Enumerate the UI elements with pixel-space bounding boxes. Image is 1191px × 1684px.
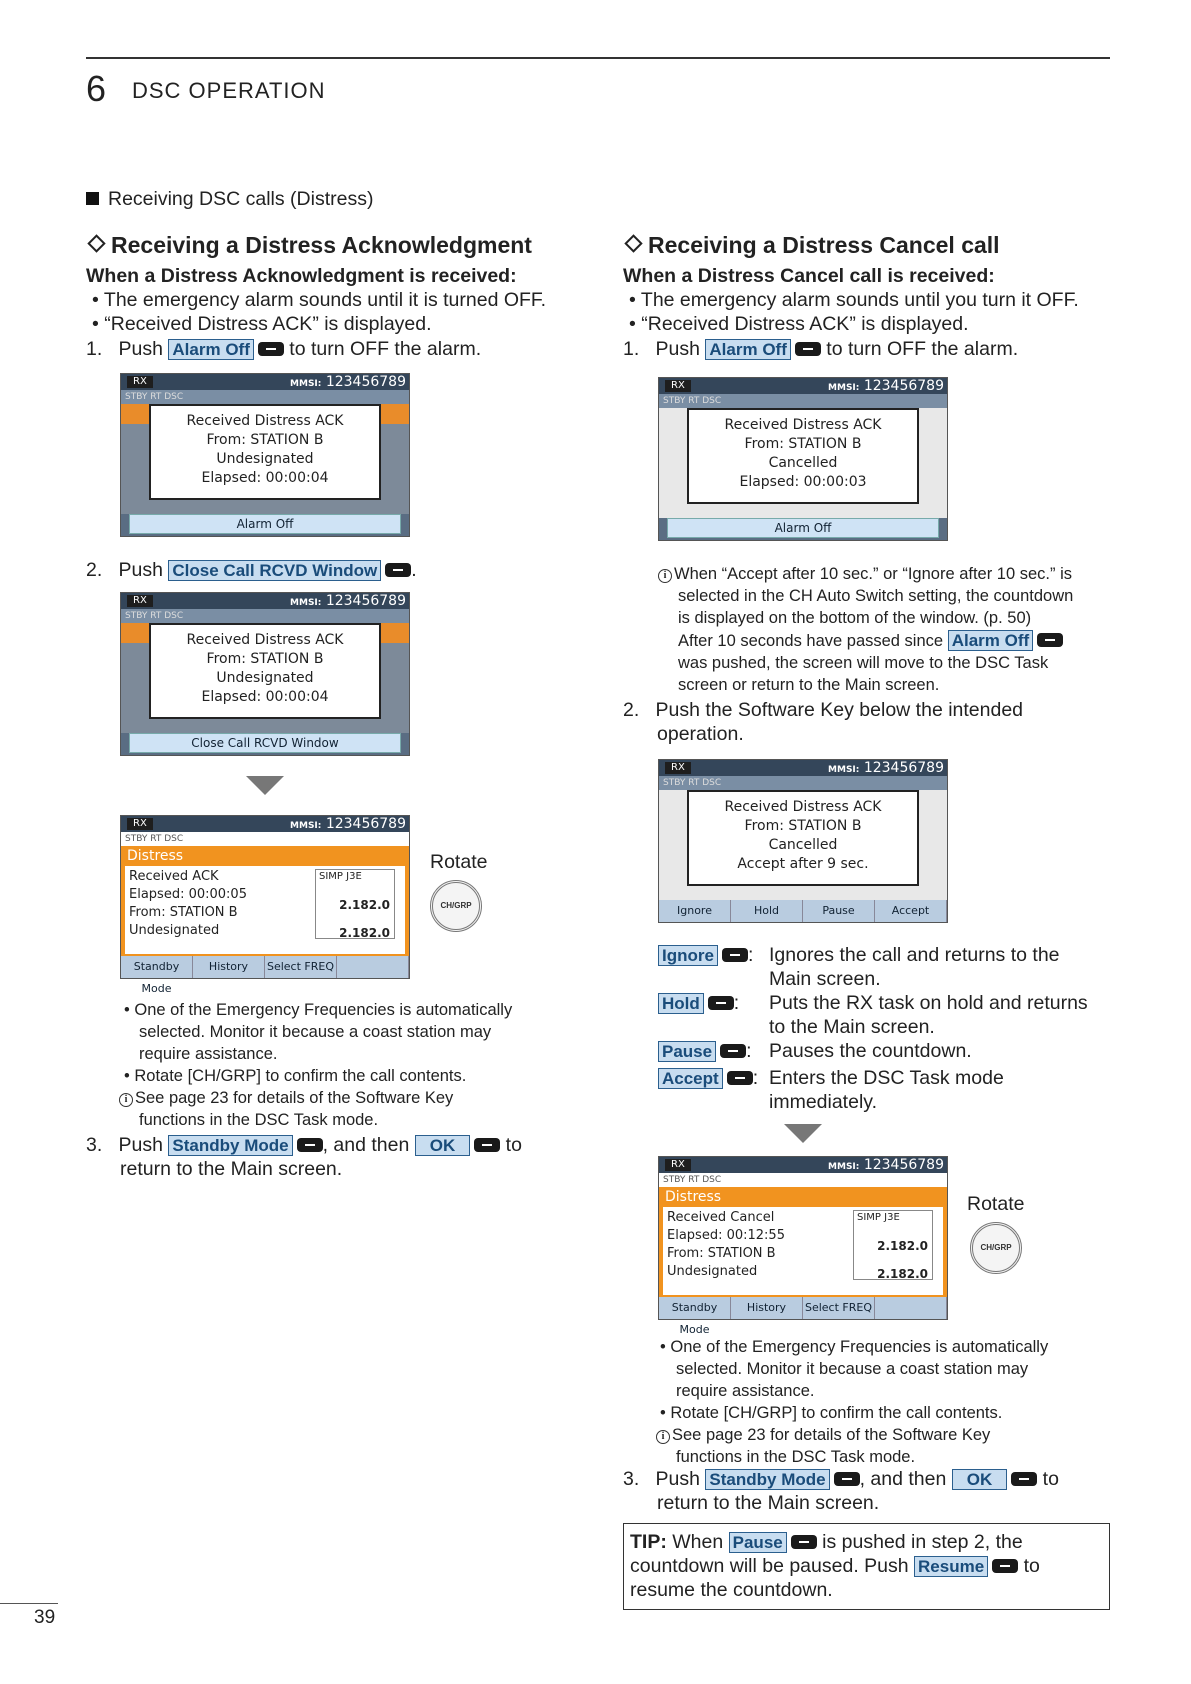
left-step3-line2: return to the Main screen. — [120, 1158, 343, 1180]
option-text: to the Main screen. — [769, 1016, 935, 1038]
note: • One of the Emergency Frequencies is automatically — [660, 1338, 1049, 1356]
dialog-popup: Received Distress ACK From: STATION B Cancelled Elapsed: 00:00:03 — [687, 408, 919, 504]
option-text: Main screen. — [769, 968, 881, 990]
select-freq-softkey[interactable]: Select FREQ — [803, 1297, 875, 1319]
dialog-popup: Received Distress ACK From: STATION B Undesignated Elapsed: 00:00:04 — [149, 404, 381, 500]
info-icon: i — [656, 1430, 670, 1444]
info-note: is displayed on the bottom of the window. (p. 50) — [678, 609, 1032, 627]
right-step2-line2: operation. — [657, 723, 744, 745]
down-arrow-icon — [784, 1124, 822, 1143]
softkey-icon — [258, 342, 284, 356]
square-bullet-icon — [86, 192, 99, 205]
hold-softkey[interactable]: Hold — [731, 900, 803, 922]
note: i See page 23 for details of the Software Key — [119, 1087, 453, 1109]
pause-key[interactable]: Pause — [729, 1532, 787, 1553]
accept-softkey[interactable]: Accept — [875, 900, 947, 922]
select-freq-softkey[interactable]: Select FREQ — [265, 956, 337, 978]
option-text: Puts the RX task on hold and returns — [769, 992, 1088, 1014]
option-accept: Accept : — [658, 1066, 758, 1090]
pause-softkey[interactable]: Pause — [803, 900, 875, 922]
radio-screen: RX MMSI: 123456789 STBY RT DSC Received Distress ACK From: STATION B Undesignated Elapsed: 00:00:04 Alarm Off — [120, 373, 410, 537]
page-number: 39 — [34, 1607, 56, 1628]
close-call-button[interactable]: Close Call RCVD Window — [129, 733, 401, 753]
note: • Rotate [CH/GRP] to confirm the call contents. — [660, 1404, 1003, 1422]
diamond-icon — [624, 234, 642, 252]
alarm-off-button[interactable]: Alarm Off — [667, 518, 939, 538]
standby-mode-key[interactable]: Standby Mode — [168, 1135, 292, 1156]
softkey-icon — [722, 948, 748, 962]
section-title: Receiving DSC calls (Distress) — [86, 188, 373, 211]
left-subheading: When a Distress Acknowledgment is received: — [86, 265, 517, 287]
dialog-popup: Received Distress ACK From: STATION B Undesignated Elapsed: 00:00:04 — [149, 623, 381, 719]
left-bullet: • “Received Distress ACK” is displayed. — [92, 313, 432, 335]
right-heading: Receiving a Distress Cancel call — [623, 232, 1000, 259]
ch-grp-knob-icon: CH/GRP — [970, 1222, 1022, 1274]
option-text: Enters the DSC Task mode — [769, 1067, 1004, 1089]
note: functions in the DSC Task mode. — [139, 1111, 379, 1129]
left-step3: 3. Push Standby Mode , and then OK to — [86, 1134, 522, 1156]
note: i See page 23 for details of the Software Key — [656, 1424, 990, 1446]
info-note: After 10 seconds have passed since Alarm Off — [678, 630, 1063, 652]
option-text: Ignores the call and returns to the — [769, 944, 1060, 966]
option-text: immediately. — [769, 1091, 878, 1113]
info-icon: i — [658, 569, 672, 583]
option-pause: Pause : — [658, 1039, 752, 1063]
option-hold: Hold : — [658, 991, 739, 1015]
ch-grp-knob-icon: CH/GRP — [430, 880, 482, 932]
alarm-off-key[interactable]: Alarm Off — [705, 339, 790, 360]
softkey-icon — [297, 1138, 323, 1152]
ok-key[interactable]: OK — [415, 1135, 471, 1156]
left-step2: 2. Push Close Call RCVD Window . — [86, 559, 417, 581]
dsc-task-screen: RX MMSI: 123456789 STBY RT DSC Distress Received ACK Elapsed: 00:00:05 From: STATION B Undesignated SIMP J3E 2.182.0 2.182.0 Standby Mode History Select FREQ — [120, 815, 410, 979]
standby-mode-softkey[interactable]: Standby Mode — [659, 1297, 731, 1319]
info-note: selected in the CH Auto Switch setting, the countdown — [678, 587, 1074, 605]
page-number-rule — [0, 1603, 58, 1604]
radio-screen: RX MMSI: 123456789 STBY RT DSC Received Distress ACK From: STATION B Cancelled Accept after 9 sec. Ignore Hold Pause Accept — [658, 759, 948, 923]
close-call-key[interactable]: Close Call RCVD Window — [168, 560, 381, 581]
radio-screen: RX MMSI: 123456789 STBY RT DSC Received Distress ACK From: STATION B Cancelled Elapsed: 00:00:03 Alarm Off — [658, 377, 948, 541]
softkey-icon — [474, 1138, 500, 1152]
standby-mode-key[interactable]: Standby Mode — [705, 1469, 829, 1490]
softkey-icon — [1011, 1472, 1037, 1486]
softkey-icon — [791, 1535, 817, 1549]
dsc-task-screen: RX MMSI: 123456789 STBY RT DSC Distress Received Cancel Elapsed: 00:12:55 From: STATION B Undesignated SIMP J3E 2.182.0 2.182.0 Standby Mode History Select FREQ — [658, 1156, 948, 1320]
left-bullet: • The emergency alarm sounds until it is turned OFF. — [92, 289, 547, 311]
chapter-number: 6 — [86, 68, 107, 109]
note: selected. Monitor it because a coast station may — [676, 1360, 1029, 1378]
header-rule — [86, 57, 1110, 59]
left-step1: 1. Push Alarm Off to turn OFF the alarm. — [86, 338, 482, 360]
info-note: screen or return to the Main screen. — [678, 676, 940, 694]
info-icon: i — [119, 1093, 133, 1107]
rx-indicator: RX — [127, 376, 153, 388]
softkey-icon — [727, 1071, 753, 1085]
info-note: i When “Accept after 10 sec.” or “Ignore after 10 sec.” is — [658, 563, 1072, 585]
right-step1: 1. Push Alarm Off to turn OFF the alarm. — [623, 338, 1019, 360]
pause-key[interactable]: Pause — [658, 1041, 716, 1062]
softkey-icon — [795, 342, 821, 356]
down-arrow-icon — [246, 776, 284, 795]
hold-key[interactable]: Hold — [658, 993, 704, 1014]
mmsi-display: MMSI: 123456789 — [290, 374, 406, 390]
info-note: was pushed, the screen will move to the DSC Task — [678, 654, 1049, 672]
right-step2: 2. Push the Software Key below the intended — [623, 699, 1024, 721]
note: require assistance. — [139, 1045, 278, 1063]
softkey-icon — [720, 1044, 746, 1058]
softkey-row — [659, 1297, 947, 1336]
note: require assistance. — [676, 1382, 815, 1400]
softkey-icon — [992, 1559, 1018, 1573]
accept-key[interactable]: Accept — [658, 1068, 723, 1089]
softkey-row — [121, 956, 409, 995]
right-bullet: • “Received Distress ACK” is displayed. — [629, 313, 969, 335]
history-softkey[interactable]: History — [731, 1297, 803, 1319]
note: • One of the Emergency Frequencies is automatically — [124, 1001, 513, 1019]
resume-key[interactable]: Resume — [914, 1556, 988, 1577]
note: selected. Monitor it because a coast station may — [139, 1023, 492, 1041]
frequency-box: SIMP J3E 2.182.0 2.182.0 — [315, 869, 395, 939]
task-title: Distress — [127, 848, 184, 864]
option-ignore: Ignore : — [658, 943, 753, 967]
ignore-key[interactable]: Ignore — [658, 945, 718, 966]
right-bullet: • The emergency alarm sounds until you turn it OFF. — [629, 289, 1079, 311]
softkey-icon — [708, 996, 734, 1010]
frequency-box: SIMP J3E 2.182.0 2.182.0 — [853, 1210, 933, 1280]
history-softkey[interactable]: History — [193, 956, 265, 978]
left-heading: Receiving a Distress Acknowledgment — [86, 232, 532, 259]
alarm-off-key[interactable]: Alarm Off — [948, 630, 1033, 651]
ok-key[interactable]: OK — [952, 1469, 1008, 1490]
softkey-row — [659, 900, 947, 922]
rotate-label: Rotate — [430, 851, 488, 873]
right-step3: 3. Push Standby Mode , and then OK to — [623, 1468, 1059, 1490]
softkey-icon — [834, 1472, 860, 1486]
dialog-popup: Received Distress ACK From: STATION B Cancelled Accept after 9 sec. — [687, 790, 919, 886]
note: • Rotate [CH/GRP] to confirm the call contents. — [124, 1067, 467, 1085]
softkey-icon — [385, 563, 411, 577]
standby-mode-softkey[interactable]: Standby Mode — [121, 956, 193, 978]
option-text: Pauses the countdown. — [769, 1040, 972, 1062]
right-subheading: When a Distress Cancel call is received: — [623, 265, 995, 287]
note: functions in the DSC Task mode. — [676, 1448, 916, 1466]
alarm-off-key[interactable]: Alarm Off — [168, 339, 253, 360]
radio-screen: RX MMSI: 123456789 STBY RT DSC Received Distress ACK From: STATION B Undesignated Elapsed: 00:00:04 Close Call RCVD Window — [120, 592, 410, 756]
rotate-label: Rotate — [967, 1193, 1025, 1215]
chapter-title: DSC OPERATION — [132, 78, 326, 103]
alarm-off-button[interactable]: Alarm Off — [129, 514, 401, 534]
right-step3-line2: return to the Main screen. — [657, 1492, 880, 1514]
softkey-icon — [1037, 633, 1063, 647]
diamond-icon — [87, 234, 105, 252]
ignore-softkey[interactable]: Ignore — [659, 900, 731, 922]
task-title: Distress — [665, 1189, 722, 1205]
tip-box: TIP: When Pause is pushed in step 2, the countdown will be paused. Push Resume to resume the countdown. — [623, 1523, 1110, 1610]
